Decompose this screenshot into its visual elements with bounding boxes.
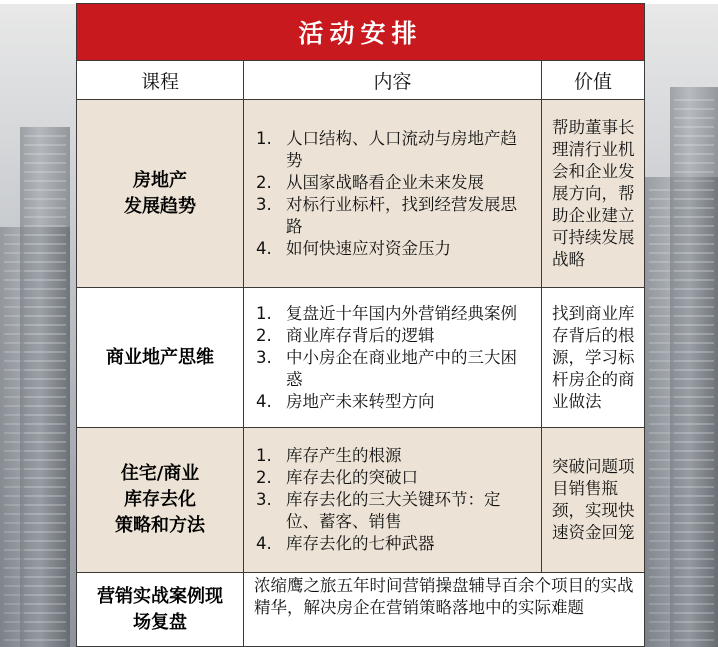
list-item: 4. 如何快速应对资金压力 — [256, 238, 451, 258]
list-item: 2. 商业库存背后的逻辑 — [256, 325, 435, 345]
value-cell: 找到商业库存背后的根源，学习标杆房企的商业做法 — [542, 288, 645, 428]
content-cell — [244, 288, 542, 428]
list-item: 1. 人口结构、人口流动与房地产趋势 — [256, 128, 517, 170]
list-item: 4. 库存去化的七种武器 — [256, 534, 435, 553]
table-row — [77, 288, 645, 428]
list-item: 4. 房地产未来转型方向 — [256, 391, 435, 411]
table-title: 活动安排 — [77, 4, 645, 61]
table-row — [77, 428, 645, 573]
list-item: 3. 对标行业标杆，找到经营发展思路 — [256, 194, 517, 236]
list-item: 1. 库存产生的根源 — [256, 446, 402, 465]
value-cell: 突破问题项目销售瓶颈，实现快速资金回笼 — [542, 428, 645, 573]
summary-text-cell: 浓缩鹰之旅五年时间营销操盘辅导百余个项目的实战精华，解决房企在营销策略落地中的实际难题 — [244, 573, 645, 647]
list-item: 3. 中小房企在商业地产中的三大困惑 — [256, 347, 517, 389]
course-cell: 房地产 发展趋势 — [77, 100, 244, 288]
header-course: 课程 — [77, 61, 244, 100]
table-row — [77, 573, 645, 647]
table-row — [77, 100, 645, 288]
list-item: 1. 复盘近十年国内外营销经典案例 — [256, 303, 517, 323]
header-value: 价值 — [542, 61, 645, 100]
content-cell — [244, 428, 542, 573]
list-item: 2. 库存去化的突破口 — [256, 468, 418, 487]
list-item: 2. 从国家战略看企业未来发展 — [256, 172, 484, 192]
course-cell: 住宅/商业 库存去化 策略和方法 — [77, 428, 244, 573]
list-item: 3. 库存去化的三大关键环节：定位、蓄客、销售 — [256, 490, 501, 531]
value-cell: 帮助董事长理清行业机会和企业发展方向，帮助企业建立可持续发展战略 — [542, 100, 645, 288]
content-cell — [244, 100, 542, 288]
activity-schedule-table — [76, 3, 645, 647]
course-cell: 营销实战案例现 场复盘 — [77, 573, 244, 647]
course-cell: 商业地产思维 — [77, 288, 244, 428]
header-content: 内容 — [244, 61, 542, 100]
